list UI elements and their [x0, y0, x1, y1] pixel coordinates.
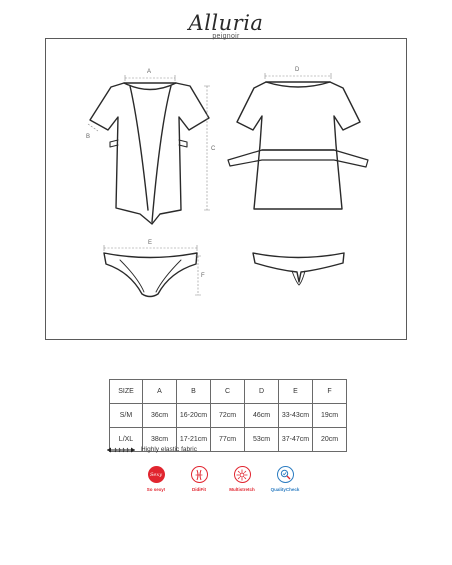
size-header-cell: E [279, 380, 313, 404]
dimension-e-label: E [148, 240, 153, 246]
size-header-cell: B [177, 380, 211, 404]
size-cell: 53cm [245, 428, 279, 452]
dimension-b-label: B [86, 134, 91, 140]
size-header-cell: D [245, 380, 279, 404]
badge-quality-check [263, 466, 307, 492]
size-header-cell: C [211, 380, 245, 404]
badge-label: QualityCheck [270, 487, 300, 492]
size-cell: 33-43cm [279, 404, 313, 428]
size-table [109, 379, 347, 452]
thong-front-drawing [104, 253, 197, 297]
fabric-note-text: Highly elastic fabric [141, 446, 197, 453]
size-cell: 17-21cm [177, 428, 211, 452]
dimension-c-label: C [211, 146, 216, 152]
size-cell: 38cm [143, 428, 177, 452]
size-cell: 72cm [211, 404, 245, 428]
quality-check-icon [277, 466, 294, 483]
size-cell: 46cm [245, 404, 279, 428]
size-cell: 20cm [313, 428, 347, 452]
dimension-f-label: F [201, 273, 205, 279]
fabric-note [106, 446, 197, 453]
thong-back-drawing [253, 253, 344, 285]
stretch-icon [234, 466, 251, 483]
size-cell: 36cm [143, 404, 177, 428]
robe-front-drawing [90, 83, 209, 224]
badge-so-sexy [134, 466, 178, 492]
dimension-a-label: A [147, 69, 152, 75]
size-table-header [110, 380, 347, 404]
dimension-d-label: D [295, 67, 300, 73]
badge-label: So sexy! [146, 487, 166, 492]
badge-didifit [177, 466, 221, 492]
sexy-icon: Sexy [148, 466, 165, 483]
badge-label: DidiFit [192, 487, 206, 492]
size-cell: L/XL [110, 428, 143, 452]
body-shape-icon [191, 466, 208, 483]
size-cell: 19cm [313, 404, 347, 428]
badge-multistretch [220, 466, 264, 492]
brand-subtitle: peignoir [212, 33, 240, 40]
brand-name: Alluria [188, 11, 264, 35]
size-cell: S/M [110, 404, 143, 428]
size-header-cell: F [313, 380, 347, 404]
table-row [110, 404, 347, 428]
size-cell: 77cm [211, 428, 245, 452]
size-cell: 16-20cm [177, 404, 211, 428]
size-cell: 37-47cm [279, 428, 313, 452]
size-header-cell: A [143, 380, 177, 404]
elastic-arrow-icon [106, 447, 136, 453]
robe-back-drawing [228, 82, 368, 209]
badge-label: Multistretch [229, 487, 255, 492]
dimension-b-line [88, 124, 98, 131]
size-header-cell: SIZE [110, 380, 143, 404]
